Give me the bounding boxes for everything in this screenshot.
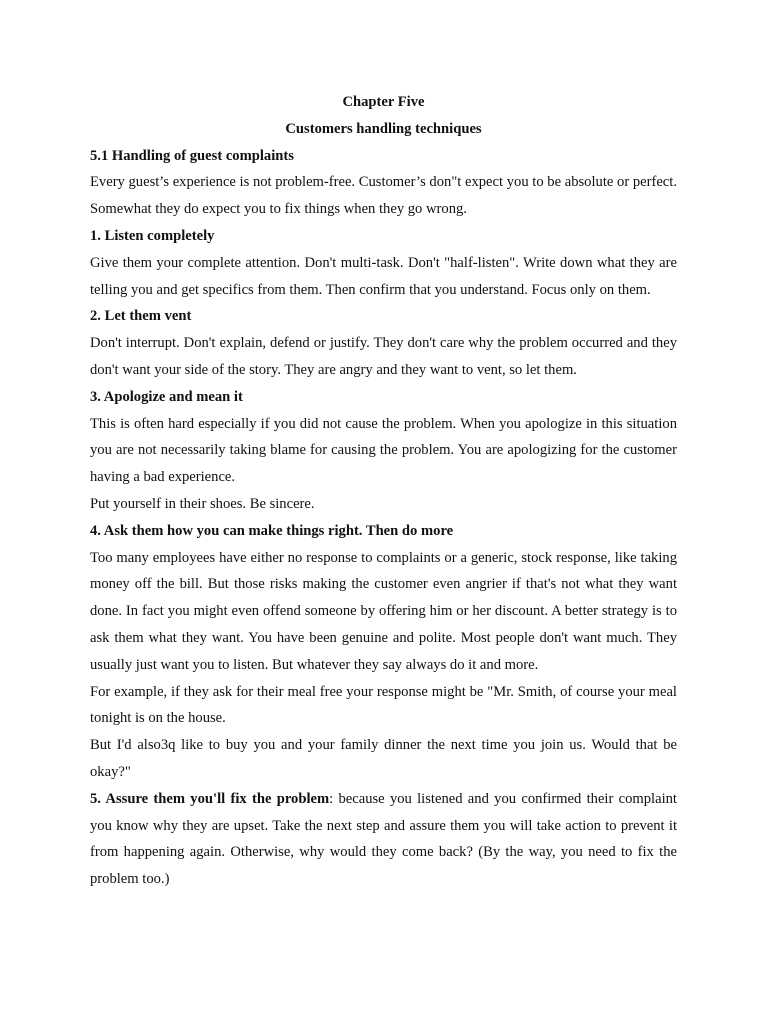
step-1-heading: 1. Listen completely bbox=[90, 227, 215, 244]
step-4-paragraph-1: Too many employees have either no response to complaints or a generic, stock response, like taking money off the bill. But those risks making the customer even angrier if that's not what they want done. In fact you might even offend someone by offering him or her discount. A better strategy is to ask them what they want. You have been genuine and polite. Most people don't want much. They usually just want you to listen. But whatever they say always do it and more. bbox=[90, 549, 677, 673]
step-3-paragraph-2: Put yourself in their shoes. Be sincere. bbox=[90, 495, 315, 512]
step-3-paragraph-1: This is often hard especially if you did not cause the problem. When you apologize in this situation you are not necessarily taking blame for causing the problem. You are apologizing for the customer having a bad experience. bbox=[90, 415, 677, 486]
section-heading: 5.1 Handling of guest complaints bbox=[90, 147, 294, 164]
chapter-title: Chapter Five bbox=[342, 94, 425, 110]
step-4-heading: 4. Ask them how you can make things right. Then do more bbox=[90, 522, 454, 539]
step-3-heading: 3. Apologize and mean it bbox=[90, 388, 243, 405]
step-2-paragraph: Don't interrupt. Don't explain, defend or justify. They don't care why the problem occurred and they don't want your side of the story. They are angry and they want to vent, so let them. bbox=[90, 335, 677, 378]
step-4-paragraph-3: But I'd also3q like to buy you and your family dinner the next time you join us. Would that be okay?" bbox=[90, 737, 677, 780]
step-5-paragraph bbox=[90, 786, 677, 893]
step-2-heading: 2. Let them vent bbox=[90, 308, 192, 325]
step-4-paragraph-2: For example, if they ask for their meal free your response might be "Mr. Smith, of course your meal tonight is on the house. bbox=[90, 683, 677, 727]
step-5-heading: 5. Assure them you'll fix the problem bbox=[90, 790, 330, 807]
step-1-paragraph: Give them your complete attention. Don't multi-task. Don't "half-listen". Write down what they are telling you and get specifics from them. Then confirm that you understand. Focus only on them. bbox=[90, 254, 677, 298]
chapter-subtitle: Customers handling techniques bbox=[285, 120, 482, 137]
step-5-text: : because you listened and you confirmed their complaint you know why they are upset. Take the next step and assure them you will take action to prevent it from happening again. Otherwise, why would they come back? (By the way, you need to fix the problem too.) bbox=[90, 790, 677, 888]
intro-paragraph: Every guest’s experience is not problem-free. Customer’s don"t expect you to be absolute or perfect. Somewhat they do expect you to fix things when they go wrong. bbox=[90, 174, 677, 218]
document-page bbox=[90, 89, 677, 893]
